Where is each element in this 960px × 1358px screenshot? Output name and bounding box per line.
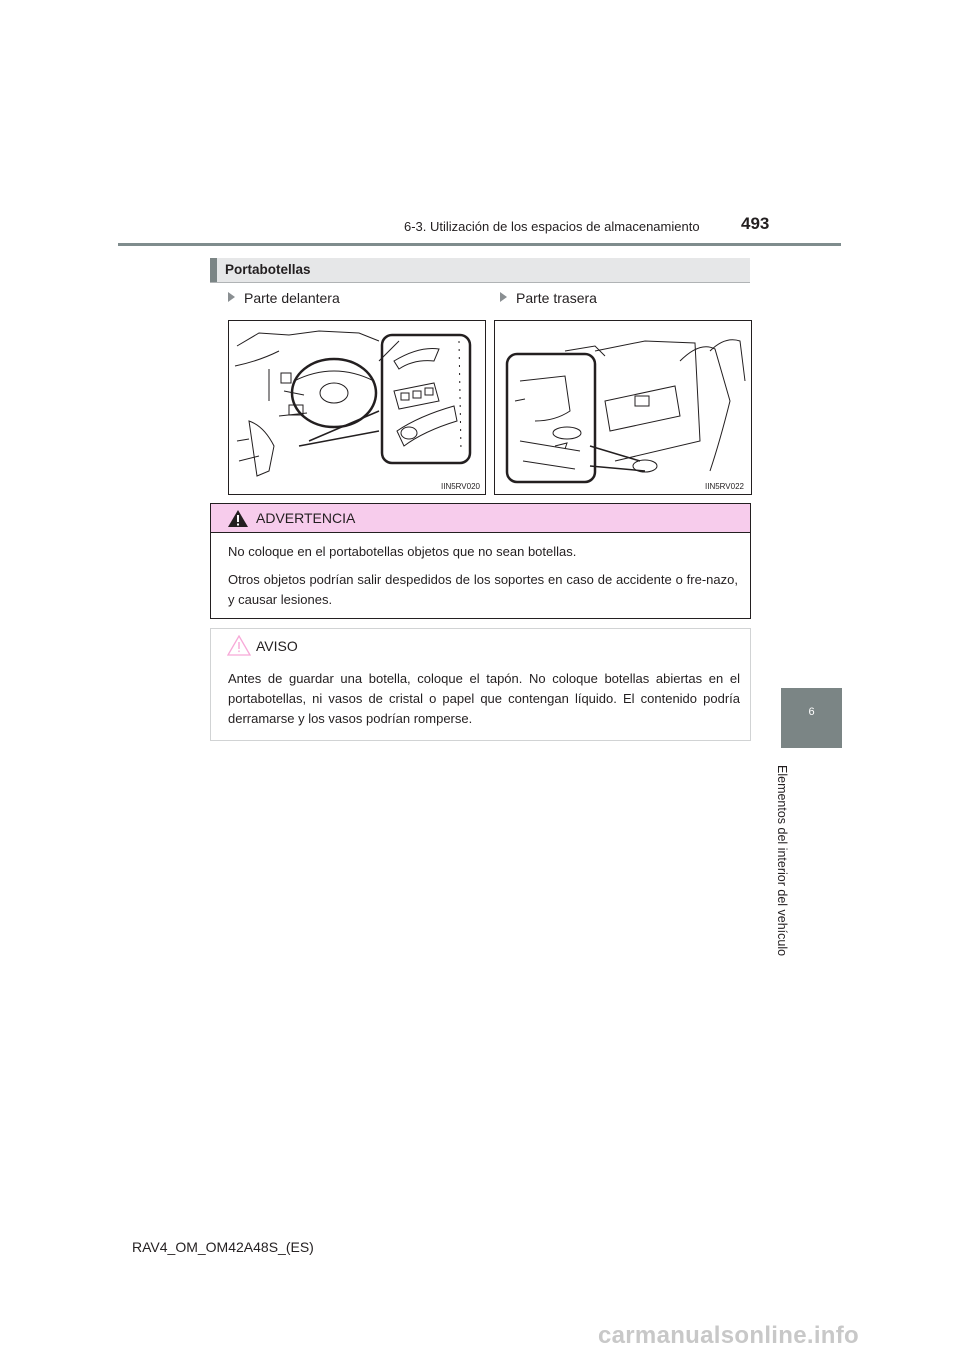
- figure-rear-code: IIN5RV022: [705, 482, 744, 491]
- front-dashboard-illustration: [229, 321, 485, 494]
- warning-header: [211, 504, 750, 533]
- warning-box: [210, 503, 751, 619]
- heading-accent-bar: [210, 258, 217, 282]
- section-reference: 6-3. Utilización de los espacios de almacenamiento: [404, 219, 700, 234]
- warning-paragraph: Otros objetos podrían salir despedidos de los soportes en caso de accidente o fre-nazo, y causar lesiones.: [228, 572, 738, 607]
- figure-front-bottle-holder: [228, 320, 486, 495]
- figure-front-code: IIN5RV020: [441, 482, 480, 491]
- triangle-bullet-icon: [228, 292, 235, 302]
- section-heading: [210, 258, 750, 283]
- chapter-title: [775, 765, 809, 957]
- subsection-front: [228, 290, 340, 306]
- subsection-rear-label: Parte trasera: [516, 290, 597, 306]
- chapter-tab: [781, 688, 842, 748]
- rear-door-illustration: [495, 321, 751, 494]
- header-divider: [118, 243, 841, 246]
- chapter-title-text: Elementos del interior del vehículo: [775, 765, 789, 957]
- section-heading-text: Portabotellas: [225, 262, 311, 277]
- chapter-number: 6: [808, 706, 815, 718]
- subsection-front-label: Parte delantera: [244, 290, 340, 306]
- page-number: 493: [741, 214, 770, 233]
- notice-title: AVISO: [256, 638, 298, 654]
- caution-triangle-icon: [227, 635, 251, 656]
- warning-paragraph: No coloque en el portabotellas objetos que no sean botellas.: [228, 544, 577, 559]
- warning-triangle-icon: [227, 509, 249, 528]
- figure-rear-bottle-holder: [494, 320, 752, 495]
- triangle-bullet-icon: [500, 292, 507, 302]
- watermark: carmanualsonline.info: [598, 1322, 860, 1349]
- notice-box: [210, 628, 751, 741]
- document-id: RAV4_OM_OM42A48S_(ES): [132, 1239, 314, 1255]
- subsection-rear: [500, 290, 597, 306]
- notice-paragraph: Antes de guardar una botella, coloque el tapón. No coloque botellas abiertas en el portabotellas, ni vasos de cristal o papel que contengan líquido. El contenido podría derramarse y los vasos podrían romperse.: [228, 671, 740, 726]
- warning-title: ADVERTENCIA: [256, 510, 356, 526]
